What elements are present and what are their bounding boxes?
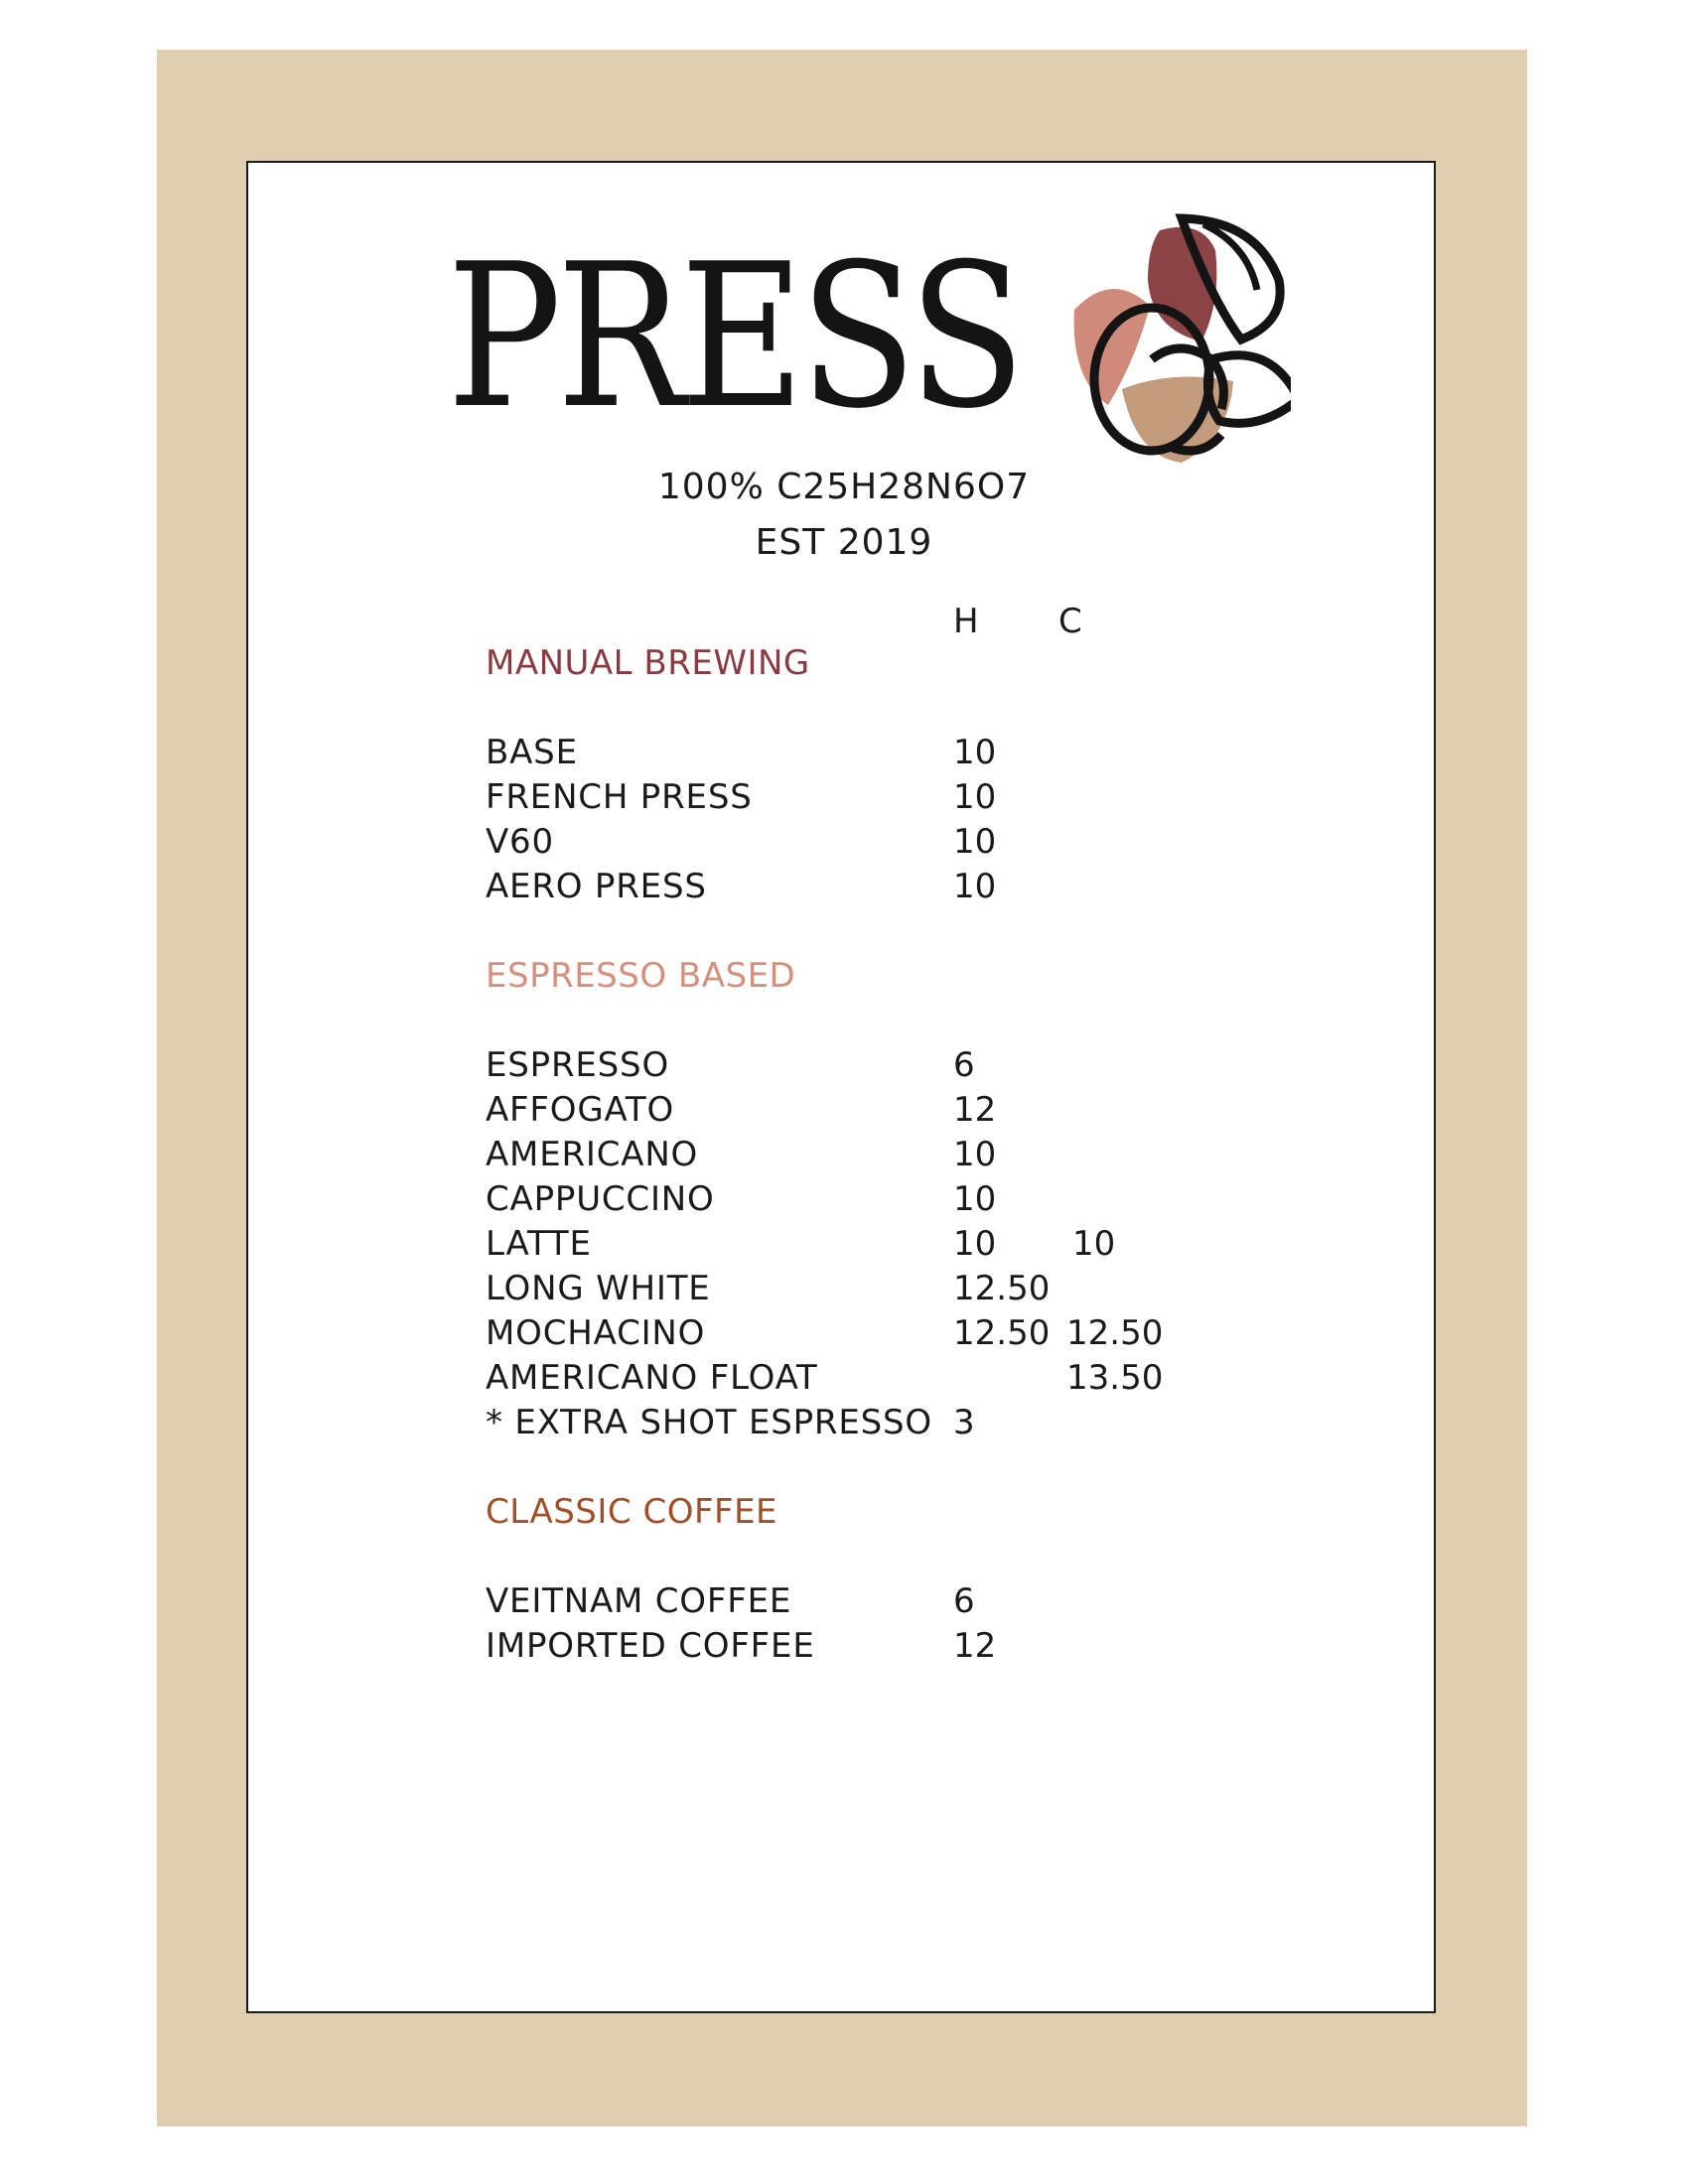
menu-item-hot-price: 10 bbox=[953, 777, 997, 817]
menu-item-name: ESPRESSO bbox=[486, 1045, 669, 1085]
menu-item-name: VEITNAM COFFEE bbox=[486, 1581, 792, 1621]
menu-item-hot-price: 6 bbox=[953, 1045, 975, 1085]
menu-item-name: AMERICANO bbox=[486, 1135, 699, 1174]
menu-item-hot-price: 10 bbox=[953, 1135, 997, 1174]
menu-item-cold-price: 10 bbox=[1072, 1224, 1116, 1264]
menu-item-cold-price: 13.50 bbox=[1066, 1358, 1164, 1398]
menu-item-hot-price: 12 bbox=[953, 1090, 997, 1130]
menu-item-hot-price: 12.50 bbox=[953, 1313, 1051, 1353]
coffee-bean-logo-icon bbox=[1053, 210, 1291, 473]
menu-item-name: AMERICANO FLOAT bbox=[486, 1358, 818, 1398]
menu-item-name: BASE bbox=[486, 733, 578, 772]
menu-item-hot-price: 12.50 bbox=[953, 1269, 1051, 1308]
menu-item-name: * EXTRA SHOT ESPRESSO bbox=[486, 1403, 932, 1442]
section-title-espresso-based: ESPRESSO BASED bbox=[486, 956, 796, 996]
section-title-classic-coffee: CLASSIC COFFEE bbox=[486, 1492, 778, 1532]
established-year: EST 2019 bbox=[755, 522, 933, 563]
menu-item-hot-price: 10 bbox=[953, 733, 997, 772]
menu-item-name: MOCHACINO bbox=[486, 1313, 706, 1353]
menu-item-name: V60 bbox=[486, 822, 554, 862]
menu-item-name: AERO PRESS bbox=[486, 867, 707, 906]
tagline: 100% C25H28N6O7 bbox=[657, 467, 1031, 507]
menu-item-name: IMPORTED COFFEE bbox=[486, 1626, 815, 1666]
menu-item-hot-price: 10 bbox=[953, 867, 997, 906]
menu-item-hot-price: 10 bbox=[953, 1224, 997, 1264]
menu-item-cold-price: 12.50 bbox=[1066, 1313, 1164, 1353]
menu-item-hot-price: 10 bbox=[953, 822, 997, 862]
column-header-hot: H bbox=[953, 602, 979, 641]
menu-item-name: CAPPUCCINO bbox=[486, 1179, 715, 1219]
menu-item-name: LONG WHITE bbox=[486, 1269, 711, 1308]
menu-item-hot-price: 6 bbox=[953, 1581, 975, 1621]
menu-item-name: FRENCH PRESS bbox=[486, 777, 753, 817]
brand-name: PRESS bbox=[447, 221, 1021, 453]
menu-item-hot-price: 10 bbox=[953, 1179, 997, 1219]
menu-item-hot-price: 12 bbox=[953, 1626, 997, 1666]
column-header-cold: C bbox=[1058, 602, 1082, 641]
menu-item-hot-price: 3 bbox=[953, 1403, 975, 1442]
menu-item-name: LATTE bbox=[486, 1224, 592, 1264]
section-title-manual-brewing: MANUAL BREWING bbox=[486, 643, 810, 683]
menu-item-name: AFFOGATO bbox=[486, 1090, 675, 1130]
